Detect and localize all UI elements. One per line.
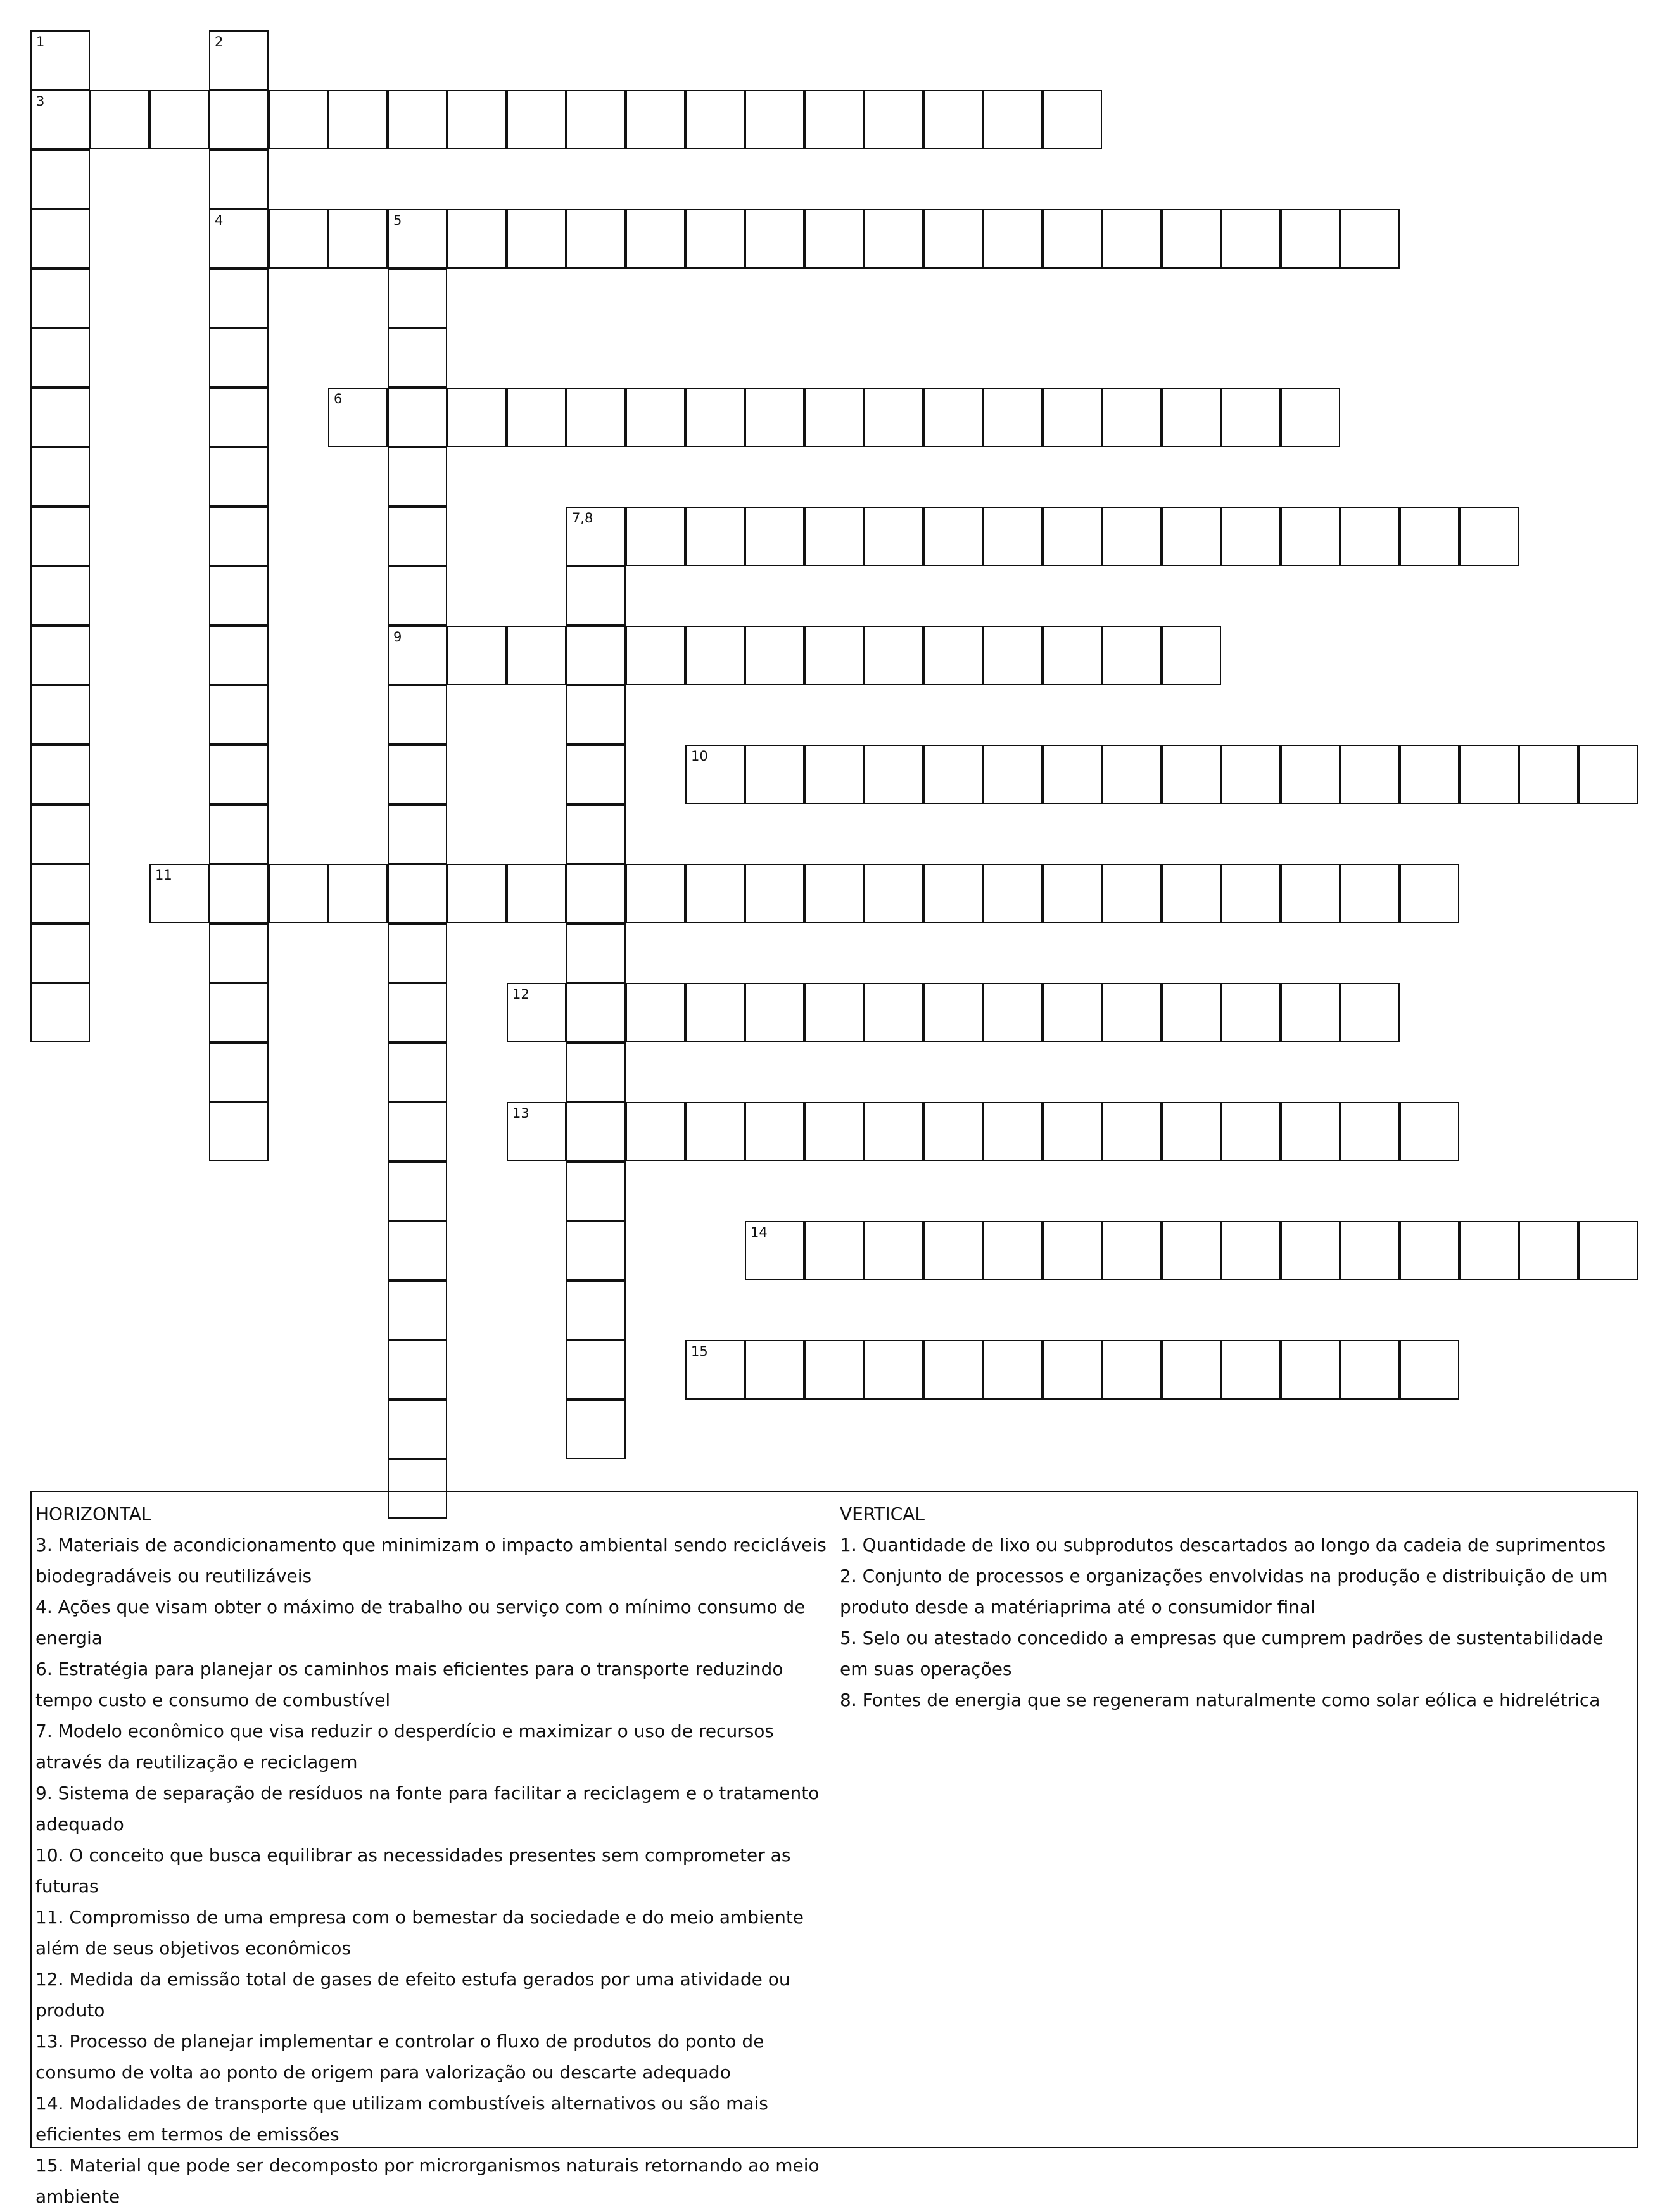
grid-cell[interactable] — [1281, 983, 1340, 1042]
grid-cell[interactable] — [209, 745, 269, 804]
grid-cell[interactable] — [566, 745, 626, 804]
grid-cell[interactable] — [1102, 1340, 1162, 1400]
clue-number: 10 — [691, 749, 708, 764]
grid-cell[interactable] — [566, 1161, 626, 1221]
grid-cell[interactable] — [30, 388, 90, 447]
grid-cell[interactable] — [388, 745, 447, 804]
grid-cell[interactable] — [804, 1102, 864, 1161]
grid-cell[interactable] — [388, 328, 447, 388]
grid-cell[interactable] — [388, 1161, 447, 1221]
grid-cell[interactable] — [1281, 1340, 1340, 1400]
grid-cell[interactable] — [685, 388, 745, 447]
clue-v2: 2. Conjunto de processos e organizações envolvidas na produção e distribuição de um produto desde a matériaprima até o consumidor final — [840, 1565, 1608, 1617]
grid-cell[interactable] — [388, 864, 447, 923]
grid-cell[interactable] — [923, 507, 983, 566]
grid-cell[interactable] — [1162, 507, 1221, 566]
grid-cell[interactable] — [447, 626, 507, 685]
grid-cell[interactable] — [1221, 864, 1281, 923]
grid-cell[interactable] — [1400, 1102, 1459, 1161]
grid-cell[interactable] — [983, 507, 1043, 566]
grid-cell[interactable] — [209, 804, 269, 864]
grid-cell[interactable] — [1340, 209, 1400, 269]
grid-cell[interactable] — [388, 90, 447, 149]
grid-cell[interactable] — [1459, 745, 1519, 804]
grid-cell[interactable] — [30, 269, 90, 328]
grid-cell[interactable] — [30, 566, 90, 626]
grid-cell[interactable] — [30, 30, 90, 90]
clue-v1: 1. Quantidade de lixo ou subprodutos descartados ao longo da cadeia de suprimentos — [840, 1534, 1606, 1555]
grid-cell[interactable] — [1340, 983, 1400, 1042]
clue-number: 7,8 — [572, 510, 593, 526]
grid-cell[interactable] — [804, 209, 864, 269]
grid-cell[interactable] — [1162, 388, 1221, 447]
grid-cell[interactable] — [30, 149, 90, 209]
grid-cell[interactable] — [1340, 1340, 1400, 1400]
grid-cell[interactable] — [30, 685, 90, 745]
grid-cell[interactable] — [388, 447, 447, 507]
grid-cell[interactable] — [209, 388, 269, 447]
grid-cell[interactable] — [1162, 1340, 1221, 1400]
clue-number: 12 — [512, 987, 529, 1002]
grid-cell[interactable] — [447, 864, 507, 923]
grid-cell[interactable] — [30, 804, 90, 864]
grid-cell[interactable] — [566, 804, 626, 864]
grid-cell[interactable] — [983, 1221, 1043, 1280]
grid-cell[interactable] — [447, 209, 507, 269]
grid-cell[interactable] — [864, 388, 923, 447]
vertical-heading: VERTICAL — [840, 1503, 925, 1524]
grid-cell[interactable] — [1340, 864, 1400, 923]
grid-cell[interactable] — [566, 209, 626, 269]
grid-cell[interactable] — [507, 388, 566, 447]
grid-cell[interactable] — [804, 626, 864, 685]
horizontal-clues — [35, 1498, 839, 2212]
grid-cell[interactable] — [745, 1340, 804, 1400]
grid-cell[interactable] — [388, 1280, 447, 1340]
grid-cell[interactable] — [745, 1221, 804, 1280]
clue-number: 13 — [512, 1106, 529, 1121]
grid-cell[interactable] — [1043, 864, 1102, 923]
grid-cell[interactable] — [1281, 1221, 1340, 1280]
grid-cell[interactable] — [388, 209, 447, 269]
grid-cell[interactable] — [209, 507, 269, 566]
grid-cell[interactable] — [1162, 983, 1221, 1042]
grid-cell[interactable] — [923, 90, 983, 149]
grid-cell[interactable] — [1221, 1102, 1281, 1161]
grid-cell[interactable] — [804, 507, 864, 566]
grid-cell[interactable] — [507, 626, 566, 685]
grid-cell[interactable] — [1102, 983, 1162, 1042]
grid-cell[interactable] — [30, 90, 90, 149]
grid-cell[interactable] — [804, 90, 864, 149]
grid-cell[interactable] — [388, 269, 447, 328]
grid-cell[interactable] — [566, 1102, 626, 1161]
grid-cell[interactable] — [209, 685, 269, 745]
grid-cell[interactable] — [923, 983, 983, 1042]
grid-cell[interactable] — [745, 864, 804, 923]
grid-cell[interactable] — [923, 745, 983, 804]
clues-box — [30, 1491, 1638, 2207]
grid-cell[interactable] — [745, 209, 804, 269]
grid-cell[interactable] — [388, 388, 447, 447]
grid-cell[interactable] — [1043, 1102, 1102, 1161]
grid-cell[interactable] — [149, 864, 209, 923]
grid-cell[interactable] — [864, 1221, 923, 1280]
grid-cell[interactable] — [30, 864, 90, 923]
clue-number: 11 — [155, 868, 172, 883]
grid-cell[interactable] — [1400, 507, 1459, 566]
grid-cell[interactable] — [864, 626, 923, 685]
grid-cell[interactable] — [804, 1221, 864, 1280]
grid-cell[interactable] — [1162, 1102, 1221, 1161]
grid-cell[interactable] — [1400, 745, 1459, 804]
grid-cell[interactable] — [388, 804, 447, 864]
grid-cell[interactable] — [507, 1102, 566, 1161]
grid-cell[interactable] — [209, 923, 269, 983]
clue-number: 5 — [393, 213, 402, 228]
grid-cell[interactable] — [745, 1102, 804, 1161]
grid-cell[interactable] — [1221, 745, 1281, 804]
clue-h10: 10. O conceito que busca equilibrar as necessidades presentes sem comprometer as futuras — [35, 1845, 791, 1897]
grid-cell[interactable] — [1162, 864, 1221, 923]
horizontal-heading: HORIZONTAL — [35, 1503, 151, 1524]
clue-number: 6 — [334, 391, 343, 407]
grid-cell[interactable] — [1221, 1340, 1281, 1400]
grid-cell[interactable] — [1459, 507, 1519, 566]
grid-cell[interactable] — [209, 328, 269, 388]
grid-cell[interactable] — [209, 626, 269, 685]
grid-cell[interactable] — [864, 864, 923, 923]
grid-cell[interactable] — [745, 745, 804, 804]
grid-cell[interactable] — [983, 864, 1043, 923]
grid-cell[interactable] — [1221, 388, 1281, 447]
grid-cell[interactable] — [209, 90, 269, 149]
grid-cell[interactable] — [566, 388, 626, 447]
grid-cell[interactable] — [626, 1102, 685, 1161]
grid-cell[interactable] — [30, 626, 90, 685]
grid-cell[interactable] — [923, 1221, 983, 1280]
grid-cell[interactable] — [269, 209, 328, 269]
clue-h12: 12. Medida da emissão total de gases de efeito estufa gerados por uma atividade ou produto — [35, 1969, 790, 2021]
grid-cell[interactable] — [745, 90, 804, 149]
grid-cell[interactable] — [1221, 1221, 1281, 1280]
grid-cell[interactable] — [209, 447, 269, 507]
grid-cell[interactable] — [626, 626, 685, 685]
grid-cell[interactable] — [1281, 864, 1340, 923]
grid-cell[interactable] — [745, 507, 804, 566]
grid-cell[interactable] — [1102, 388, 1162, 447]
clue-h11: 11. Compromisso de uma empresa com o bemestar da sociedade e do meio ambiente além de seus objetivos econômicos — [35, 1907, 804, 1959]
grid-cell[interactable] — [864, 983, 923, 1042]
grid-cell[interactable] — [209, 149, 269, 209]
clue-number: 2 — [215, 34, 224, 49]
clue-number: 1 — [36, 34, 45, 49]
grid-cell[interactable] — [1043, 388, 1102, 447]
grid-cell[interactable] — [388, 1042, 447, 1102]
grid-cell[interactable] — [30, 507, 90, 566]
grid-cell[interactable] — [745, 388, 804, 447]
grid-cell[interactable] — [507, 864, 566, 923]
grid-cell[interactable] — [30, 447, 90, 507]
grid-cell[interactable] — [1102, 626, 1162, 685]
grid-cell[interactable] — [30, 745, 90, 804]
grid-cell[interactable] — [30, 328, 90, 388]
grid-cell[interactable] — [1102, 864, 1162, 923]
grid-cell[interactable] — [804, 388, 864, 447]
grid-cell[interactable] — [388, 566, 447, 626]
grid-cell[interactable] — [388, 685, 447, 745]
grid-cell[interactable] — [1281, 745, 1340, 804]
grid-cell[interactable] — [983, 1340, 1043, 1400]
grid-cell[interactable] — [1102, 745, 1162, 804]
grid-cell[interactable] — [1102, 1102, 1162, 1161]
grid-cell[interactable] — [388, 923, 447, 983]
clue-h7: 7. Modelo econômico que visa reduzir o desperdício e maximizar o uso de recursos através da reutilização e reciclagem — [35, 1721, 775, 1773]
grid-cell[interactable] — [685, 1102, 745, 1161]
grid-cell[interactable] — [1162, 209, 1221, 269]
grid-cell[interactable] — [1102, 209, 1162, 269]
grid-cell[interactable] — [209, 983, 269, 1042]
grid-cell[interactable] — [1043, 507, 1102, 566]
grid-cell[interactable] — [566, 1221, 626, 1280]
grid-cell[interactable] — [1459, 1221, 1519, 1280]
grid-cell[interactable] — [685, 1340, 745, 1400]
grid-cell[interactable] — [864, 745, 923, 804]
clue-v8: 8. Fontes de energia que se regeneram naturalmente como solar eólica e hidrelétrica — [840, 1690, 1600, 1710]
grid-cell[interactable] — [328, 90, 388, 149]
grid-cell[interactable] — [685, 209, 745, 269]
grid-cell[interactable] — [388, 1102, 447, 1161]
grid-cell[interactable] — [1043, 1221, 1102, 1280]
grid-cell[interactable] — [566, 90, 626, 149]
grid-cell[interactable] — [804, 745, 864, 804]
clue-number: 9 — [393, 629, 402, 645]
grid-cell[interactable] — [1162, 745, 1221, 804]
grid-cell[interactable] — [685, 745, 745, 804]
grid-cell[interactable] — [209, 566, 269, 626]
grid-cell[interactable] — [804, 864, 864, 923]
grid-cell[interactable] — [566, 1400, 626, 1459]
clue-h6: 6. Estratégia para planejar os caminhos mais eficientes para o transporte reduzindo tempo custo e consumo de combustível — [35, 1659, 783, 1710]
grid-cell[interactable] — [1043, 209, 1102, 269]
grid-cell[interactable] — [1102, 1221, 1162, 1280]
clue-v5: 5. Selo ou atestado concedido a empresas que cumprem padrões de sustentabilidade em suas operações — [840, 1627, 1604, 1679]
grid-cell[interactable] — [388, 626, 447, 685]
grid-cell[interactable] — [983, 626, 1043, 685]
clue-h14: 14. Modalidades de transporte que utilizam combustíveis alternativos ou são mais eficientes em termos de emissões — [35, 2093, 768, 2145]
grid-cell[interactable] — [804, 983, 864, 1042]
grid-cell[interactable] — [626, 209, 685, 269]
grid-cell[interactable] — [923, 388, 983, 447]
clue-h15: 15. Material que pode ser decomposto por microrganismos naturais retornando ao meio ambiente — [35, 2155, 820, 2207]
grid-cell[interactable] — [149, 90, 209, 149]
grid-cell[interactable] — [566, 1042, 626, 1102]
grid-cell[interactable] — [1281, 209, 1340, 269]
grid-cell[interactable] — [209, 209, 269, 269]
grid-cell[interactable] — [983, 1102, 1043, 1161]
grid-cell[interactable] — [1400, 1221, 1459, 1280]
grid-cell[interactable] — [923, 209, 983, 269]
grid-cell[interactable] — [1221, 983, 1281, 1042]
grid-cell[interactable] — [209, 1102, 269, 1161]
grid-cell[interactable] — [388, 1221, 447, 1280]
grid-cell[interactable] — [269, 864, 328, 923]
grid-cell[interactable] — [864, 1340, 923, 1400]
grid-cell[interactable] — [566, 626, 626, 685]
grid-cell[interactable] — [566, 983, 626, 1042]
grid-cell[interactable] — [923, 626, 983, 685]
grid-cell[interactable] — [864, 209, 923, 269]
grid-cell[interactable] — [1162, 626, 1221, 685]
vertical-clues — [840, 1498, 1632, 1716]
grid-cell[interactable] — [507, 209, 566, 269]
grid-cell[interactable] — [923, 1102, 983, 1161]
grid-cell[interactable] — [30, 983, 90, 1042]
grid-cell[interactable] — [388, 983, 447, 1042]
grid-cell[interactable] — [923, 1340, 983, 1400]
grid-cell[interactable] — [983, 90, 1043, 149]
grid-cell[interactable] — [864, 1102, 923, 1161]
grid-cell[interactable] — [1043, 983, 1102, 1042]
grid-cell[interactable] — [566, 923, 626, 983]
grid-cell[interactable] — [1400, 1340, 1459, 1400]
grid-cell[interactable] — [983, 983, 1043, 1042]
grid-cell[interactable] — [447, 90, 507, 149]
grid-cell[interactable] — [30, 923, 90, 983]
grid-cell[interactable] — [626, 864, 685, 923]
grid-cell[interactable] — [626, 388, 685, 447]
grid-cell[interactable] — [1281, 1102, 1340, 1161]
grid-cell[interactable] — [626, 507, 685, 566]
grid-cell[interactable] — [745, 983, 804, 1042]
grid-cell[interactable] — [566, 685, 626, 745]
grid-cell[interactable] — [30, 209, 90, 269]
grid-cell[interactable] — [209, 864, 269, 923]
grid-cell[interactable] — [566, 507, 626, 566]
grid-cell[interactable] — [507, 983, 566, 1042]
grid-cell[interactable] — [209, 30, 269, 90]
grid-cell[interactable] — [1578, 1221, 1638, 1280]
grid-cell[interactable] — [388, 1400, 447, 1459]
grid-cell[interactable] — [864, 90, 923, 149]
grid-cell[interactable] — [1043, 90, 1102, 149]
grid-cell[interactable] — [745, 626, 804, 685]
grid-cell[interactable] — [1162, 1221, 1221, 1280]
grid-cell[interactable] — [566, 1280, 626, 1340]
grid-cell[interactable] — [566, 1340, 626, 1400]
grid-cell[interactable] — [1400, 864, 1459, 923]
grid-cell[interactable] — [804, 1340, 864, 1400]
grid-cell[interactable] — [685, 90, 745, 149]
grid-cell[interactable] — [1043, 1340, 1102, 1400]
grid-cell[interactable] — [685, 983, 745, 1042]
grid-cell[interactable] — [1340, 507, 1400, 566]
grid-cell[interactable] — [983, 209, 1043, 269]
grid-cell[interactable] — [1043, 745, 1102, 804]
grid-cell[interactable] — [864, 507, 923, 566]
grid-cell[interactable] — [685, 864, 745, 923]
grid-cell[interactable] — [1340, 745, 1400, 804]
grid-cell[interactable] — [328, 388, 388, 447]
grid-cell[interactable] — [626, 983, 685, 1042]
grid-cell[interactable] — [388, 507, 447, 566]
grid-cell[interactable] — [1340, 1221, 1400, 1280]
clue-number: 14 — [751, 1225, 768, 1240]
grid-cell[interactable] — [566, 566, 626, 626]
grid-cell[interactable] — [1221, 507, 1281, 566]
grid-cell[interactable] — [90, 90, 149, 149]
grid-cell[interactable] — [328, 864, 388, 923]
grid-cell[interactable] — [388, 1340, 447, 1400]
clue-h4: 4. Ações que visam obter o máximo de trabalho ou serviço com o mínimo consumo de energia — [35, 1596, 806, 1648]
clue-h3: 3. Materiais de acondicionamento que minimizam o impacto ambiental sendo recicláveis biodegradáveis ou reutilizáveis — [35, 1534, 827, 1586]
grid-cell[interactable] — [1519, 1221, 1578, 1280]
grid-cell[interactable] — [209, 269, 269, 328]
clue-h9: 9. Sistema de separação de resíduos na fonte para facilitar a reciclagem e o tratamento adequado — [35, 1783, 820, 1835]
grid-cell[interactable] — [1043, 626, 1102, 685]
clue-h13: 13. Processo de planejar implementar e controlar o fluxo de produtos do ponto de consumo de volta ao ponto de origem para valorização ou descarte adequado — [35, 2031, 764, 2083]
clue-number: 4 — [215, 213, 224, 228]
grid-cell[interactable] — [447, 388, 507, 447]
grid-cell[interactable] — [923, 864, 983, 923]
grid-cell[interactable] — [1340, 1102, 1400, 1161]
grid-cell[interactable] — [983, 388, 1043, 447]
grid-cell[interactable] — [328, 209, 388, 269]
grid-cell[interactable] — [269, 90, 328, 149]
grid-cell[interactable] — [983, 745, 1043, 804]
grid-cell[interactable] — [685, 626, 745, 685]
clue-number: 15 — [691, 1344, 708, 1359]
grid-cell[interactable] — [1281, 507, 1340, 566]
grid-cell[interactable] — [1102, 507, 1162, 566]
clue-number: 3 — [36, 94, 45, 109]
grid-cell[interactable] — [507, 90, 566, 149]
grid-cell[interactable] — [1281, 388, 1340, 447]
grid-cell[interactable] — [209, 1042, 269, 1102]
grid-cell[interactable] — [1578, 745, 1638, 804]
grid-cell[interactable] — [566, 864, 626, 923]
grid-cell[interactable] — [1221, 209, 1281, 269]
grid-cell[interactable] — [685, 507, 745, 566]
grid-cell[interactable] — [1519, 745, 1578, 804]
grid-cell[interactable] — [626, 90, 685, 149]
